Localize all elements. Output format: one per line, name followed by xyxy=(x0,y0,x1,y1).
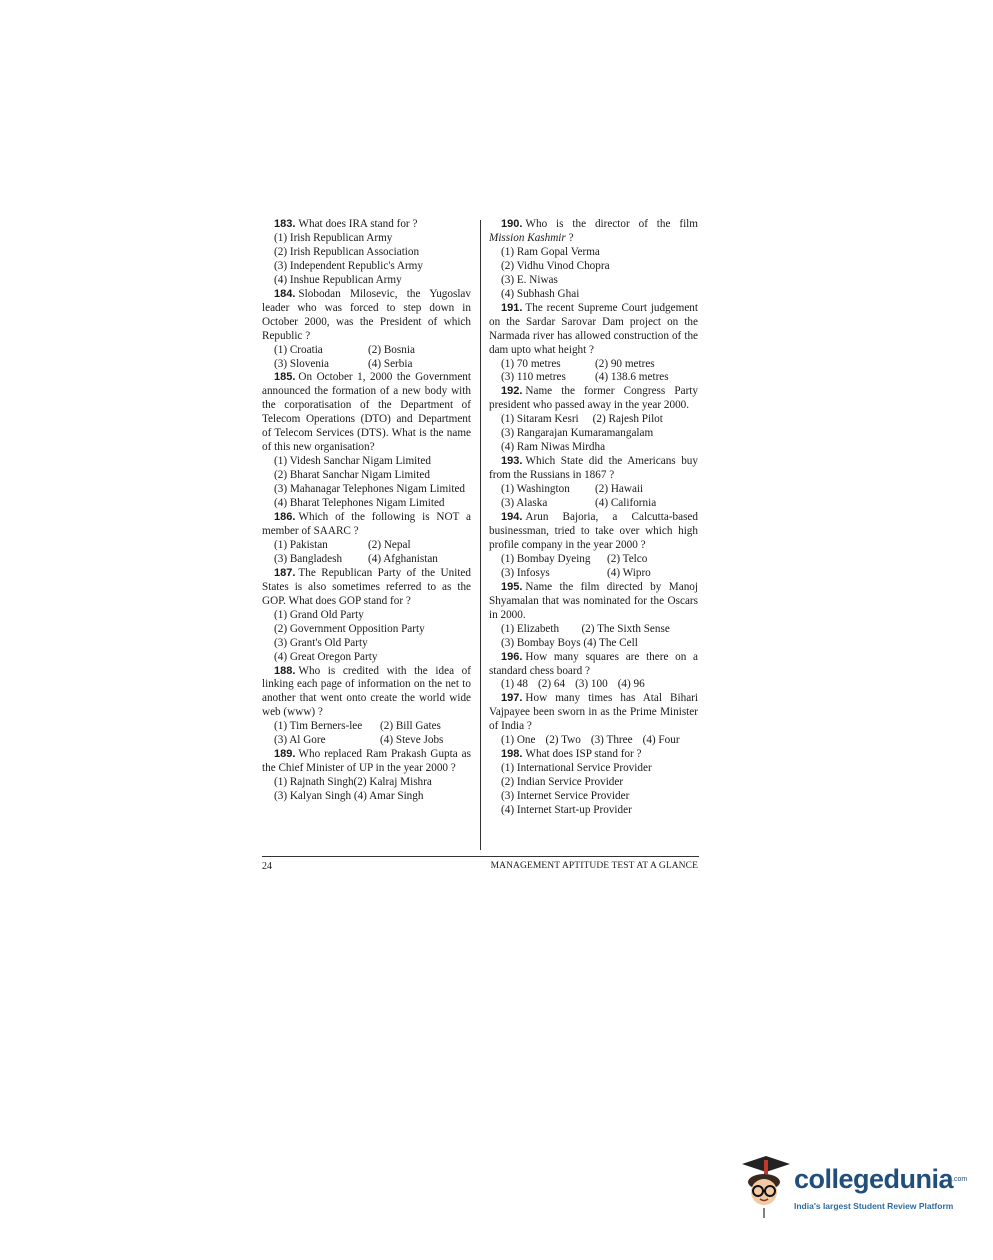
question-194: 194. Arun Bajoria, a Calcutta-based businessman, tried to take over which high profile company in the year 2000 ? xyxy=(489,511,698,551)
option: (1) Grand Old Party xyxy=(274,608,364,621)
option: (2) Indian Service Provider xyxy=(501,776,624,789)
option: (3) Slovenia xyxy=(274,357,329,370)
option: (1) Bombay Dyeing xyxy=(501,552,591,565)
question-195: 195. Name the film directed by Manoj Shyamalan that was nominated for the Oscars in 2000. xyxy=(489,580,698,621)
option: (1) Sitaram Kesri (2) Rajesh Pilot xyxy=(501,413,663,426)
option: (2) 64 xyxy=(538,678,566,691)
option: (3) E. Niwas xyxy=(501,273,558,286)
option: (2) Hawaii xyxy=(595,483,644,496)
option: (3) Bombay Boys (4) The Cell xyxy=(501,636,638,649)
question-186: 186. Which of the following is NOT a member of SAARC ? xyxy=(262,511,471,537)
question-192: 192. Name the former Congress Party president who passed away in the year 2000. xyxy=(489,385,698,412)
option: (3) 110 metres xyxy=(501,371,566,384)
question-183: 183. What does IRA stand for ? xyxy=(274,218,418,230)
question-193: 193. Which State did the Americans buy from the Russians in 1867 ? xyxy=(489,455,698,482)
option: (2) Government Opposition Party xyxy=(274,622,425,635)
running-title: MANAGEMENT APTITUDE TEST AT A GLANCE xyxy=(490,861,698,871)
logo-wordmark: collegedunia xyxy=(794,1164,954,1194)
question-187: 187. The Republican Party of the United States is also sometimes referred to as the GOP. What does GOP stand for ? xyxy=(262,566,471,607)
option: (3) Alaska xyxy=(501,497,548,510)
option: (4) Wipro xyxy=(607,566,651,579)
question-197: 197. How many times has Atal Bihari Vajpayee been sworn in as the Prime Minister of India ? xyxy=(489,692,698,733)
option: (1) International Service Provider xyxy=(501,762,652,775)
option: (4) Inshue Republican Army xyxy=(274,273,402,286)
option-grid xyxy=(489,553,698,581)
option-grid xyxy=(262,344,471,372)
student-mascot-icon xyxy=(736,1152,794,1222)
option: (1) 70 metres xyxy=(501,357,561,370)
option: (1) Elizabeth (2) The Sixth Sense xyxy=(501,622,670,635)
option: (1) Croatia xyxy=(274,343,323,356)
option: (1) Tim Berners-lee xyxy=(274,720,363,733)
option: (4) Great Oregon Party xyxy=(274,650,378,663)
option: (3) Three xyxy=(590,734,633,747)
option: (2) Two xyxy=(545,734,581,747)
option: (1) One xyxy=(501,734,536,747)
option: (2) Telco xyxy=(607,552,648,565)
option: (3) Rangarajan Kumaramangalam xyxy=(501,427,654,440)
question-190: 190. Who is the director of the film Mission Kashmir ? xyxy=(489,218,698,244)
option: (4) 138.6 metres xyxy=(595,371,669,384)
option: (1) Videsh Sanchar Nigam Limited xyxy=(274,455,431,468)
option: (2) Irish Republican Association xyxy=(274,245,420,258)
question-196: 196. How many squares are there on a standard chess board ? xyxy=(489,650,698,677)
option: (3) Kalyan Singh (4) Amar Singh xyxy=(274,790,424,803)
option: (2) Bharat Sanchar Nigam Limited xyxy=(274,469,430,482)
option: (1) Rajnath Singh(2) Kalraj Mishra xyxy=(274,776,432,789)
left-column xyxy=(262,218,471,804)
option: (4) Bharat Telephones Nigam Limited xyxy=(274,497,445,510)
option: (1) Ram Gopal Verma xyxy=(501,245,600,258)
question-191: 191. The recent Supreme Court judgement on the Sardar Sarovar Dam project on the Narmada river has allowed construction of the dam upto what height ? xyxy=(489,301,698,356)
option: (1) Washington xyxy=(501,483,570,496)
question-189: 189. Who replaced Ram Prakash Gupta as the Chief Minister of UP in the year 2000 ? xyxy=(262,748,471,775)
footer-rule xyxy=(262,856,699,857)
option: (2) Nepal xyxy=(368,538,411,551)
option: (4) Subhash Ghai xyxy=(501,287,580,300)
collegedunia-logo[interactable] xyxy=(736,1152,966,1222)
option: (3) Grant's Old Party xyxy=(274,636,368,649)
option: (4) Serbia xyxy=(368,357,413,370)
right-column xyxy=(489,218,698,818)
option-row xyxy=(489,678,698,692)
option: (4) Four xyxy=(642,734,680,747)
question-198: 198. What does ISP stand for ? xyxy=(501,748,642,761)
option: (3) Bangladesh xyxy=(274,552,343,565)
column-divider xyxy=(480,220,481,850)
option-grid xyxy=(262,539,471,567)
question-185: 185. On October 1, 2000 the Government announced the formation of a new body with the corporatisation of the Department of Telecom Operations (DTO) and Department of Telecom Services (DTS). What is the name of this new organisation? xyxy=(262,371,471,454)
option-grid xyxy=(489,358,698,386)
option: (3) Infosys xyxy=(501,566,550,579)
option-grid xyxy=(262,720,471,748)
option: (2) 90 metres xyxy=(595,357,655,370)
option: (3) Al Gore xyxy=(274,734,326,747)
option: (2) Bosnia xyxy=(368,343,415,356)
question-188: 188. Who is credited with the idea of linking each page of information on the net to another that went onto create the world wide web (www) ? xyxy=(262,664,471,719)
option-row xyxy=(489,734,698,748)
question-184: 184. Slobodan Milosevic, the Yugoslav leader who was forced to step down in October 2000, was the President of which Republic ? xyxy=(262,287,471,342)
option: (2) Bill Gates xyxy=(380,720,441,733)
logo-domain-suffix: .com xyxy=(952,1176,968,1183)
option-grid xyxy=(489,483,698,511)
option: (1) Irish Republican Army xyxy=(274,231,393,244)
page-number: 24 xyxy=(262,861,272,872)
option: (4) Afghanistan xyxy=(368,552,438,565)
option: (4) California xyxy=(595,497,657,510)
option: (3) Mahanagar Telephones Nigam Limited xyxy=(274,483,466,496)
option: (3) 100 xyxy=(575,678,608,691)
option: (4) Steve Jobs xyxy=(380,734,444,747)
option: (4) 96 xyxy=(617,678,645,691)
option: (1) 48 xyxy=(501,678,529,691)
option: (3) Independent Republic's Army xyxy=(274,259,423,272)
option: (4) Ram Niwas Mirdha xyxy=(501,441,606,454)
option: (4) Internet Start-up Provider xyxy=(501,804,632,817)
option: (2) Vidhu Vinod Chopra xyxy=(501,259,610,272)
option: (3) Internet Service Provider xyxy=(501,790,630,803)
option: (1) Pakistan xyxy=(274,538,328,551)
logo-tagline: India's largest Student Review Platform xyxy=(794,1201,954,1211)
